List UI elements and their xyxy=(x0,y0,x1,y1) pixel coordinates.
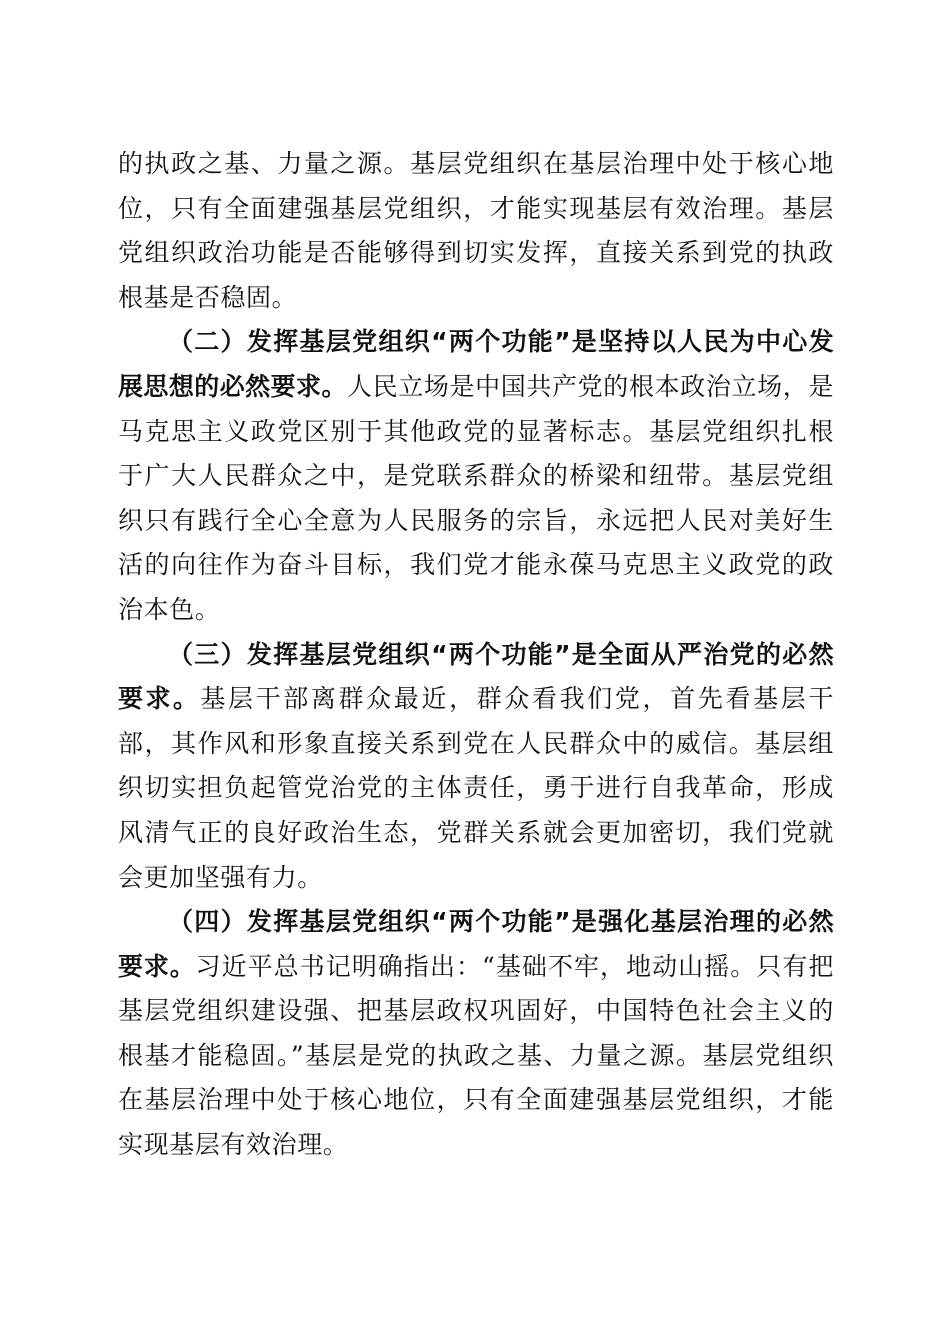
paragraph-body: 的执政之基、力量之源。基层党组织在基层治理中处于核心地位，只有全面建强基层党组织，才能实现基层有效治理。基层党组织政治功能是否能够得到切实发挥，直接关系到党的执政根基是否稳固。 xyxy=(118,149,834,312)
paragraph-body: 人民立场是中国共产党的根本政治立场，是马克思主义政党区别于其他政党的显著标志。基层党组织扎根于广大人民群众之中，是党联系群众的桥梁和纽带。基层党组织只有践行全心全意为人民服务的宗旨，永远把人民对美好生活的向往作为奋斗目标，我们党才能永葆马克思主义政党的政治本色。 xyxy=(118,371,834,624)
continuation-paragraph xyxy=(118,142,834,320)
section-four-paragraph xyxy=(118,900,834,1168)
paragraph-body: 习近平总书记明确指出：“基础不牢，地动山摇。只有把基层党组织建设强、把基层政权巩固好，中国特色社会主义的根基才能稳固。”基层是党的执政之基、力量之源。基层党组织在基层治理中处于核心地位，只有全面建强基层党组织，才能实现基层有效治理。 xyxy=(118,951,834,1160)
section-two-paragraph xyxy=(118,320,834,632)
document-page xyxy=(118,142,834,1168)
paragraph-body: 基层干部离群众最近，群众看我们党，首先看基层干部，其作风和形象直接关系到党在人民群众中的威信。基层组织切实担负起管党治党的主体责任，勇于进行自我革命，形成风清气正的良好政治生态，党群关系就会更加密切，我们党就会更加坚强有力。 xyxy=(118,684,834,892)
section-three-heading: （三）发挥基层党组织“两个功能”是全面从严治党的必然要求。 xyxy=(118,639,834,714)
section-three-paragraph xyxy=(118,633,834,901)
section-two-heading: （二）发挥基层党组织“两个功能”是坚持以人民为中心发展思想的必然要求。 xyxy=(118,327,834,401)
section-four-heading: （四）发挥基层党组织“两个功能”是强化基层治理的必然要求。 xyxy=(118,907,834,981)
